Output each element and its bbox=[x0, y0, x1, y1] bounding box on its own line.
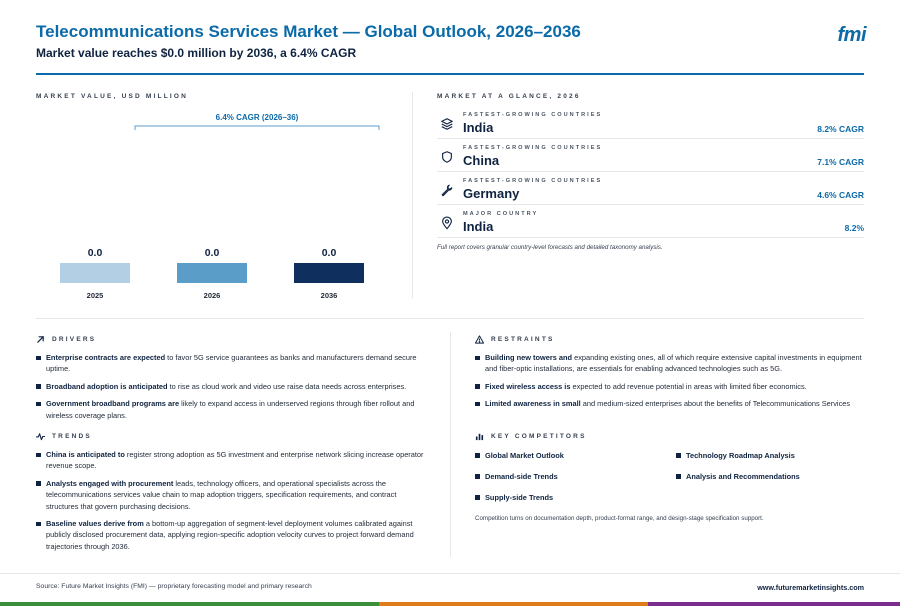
list-item-text: register strong adoption as 5G investment and enterprise network slicing increase operator revenue scope. bbox=[46, 450, 424, 471]
restraints-block bbox=[475, 335, 865, 416]
drivers-label: DRIVERS bbox=[52, 336, 97, 343]
list-item-bold: Enterprise contracts are expected bbox=[46, 353, 166, 362]
fmi-logo[interactable]: fmi bbox=[837, 24, 866, 46]
list-item-text: to rise as cloud work and video use raise data needs across enterprises. bbox=[167, 381, 407, 391]
list-item bbox=[36, 381, 428, 392]
wrench-icon bbox=[440, 183, 454, 197]
list-item bbox=[475, 398, 865, 409]
panel-divider bbox=[412, 92, 413, 298]
pulse-icon bbox=[36, 432, 45, 441]
list-item-bold: Fixed wireless access is bbox=[485, 381, 571, 391]
arrow-up-right-icon bbox=[36, 335, 45, 344]
glance-row-india bbox=[437, 106, 864, 139]
list-item bbox=[36, 449, 428, 472]
competitors-label: KEY COMPETITORS bbox=[491, 433, 587, 440]
list-item bbox=[475, 352, 865, 375]
list-item-bold: Baseline values derive from bbox=[46, 519, 144, 529]
competitors-list bbox=[475, 450, 865, 503]
glance-category: FASTEST-GROWING COUNTRIES bbox=[463, 178, 603, 184]
competitors-block bbox=[475, 432, 865, 522]
glance-section-label: MARKET AT A GLANCE, 2026 bbox=[437, 93, 581, 100]
list-item-text: a bottom-up aggregation of segment-level deployment volumes calibrated against publicly disclosed procurement data, applying region-specific adoption velocity curves to project forward demand trajectories through 2036. bbox=[46, 519, 414, 551]
glance-category: FASTEST-GROWING COUNTRIES bbox=[463, 112, 603, 118]
section-divider bbox=[36, 318, 864, 319]
glance-row-germany bbox=[437, 172, 864, 205]
glance-row-china bbox=[437, 139, 864, 172]
list-item-bold: Government broadband programs are bbox=[46, 399, 180, 409]
map-pin-icon bbox=[440, 216, 454, 230]
glance-country: India bbox=[463, 120, 494, 135]
list-item-bold: Building new towers and bbox=[485, 353, 573, 362]
bar-2036 bbox=[294, 263, 364, 283]
trends-list bbox=[36, 449, 428, 552]
list-item-text: expanding existing ones, all of which require extensive capital investments in equipment and fiber-optic installations, are essentials for enabling advanced technologies such as 5G. bbox=[485, 353, 862, 374]
trends-label: TRENDS bbox=[52, 433, 92, 440]
cagr-bracket bbox=[135, 126, 379, 130]
bottom-divider bbox=[450, 332, 451, 557]
drivers-list bbox=[36, 352, 428, 421]
glance-row-major-country bbox=[437, 205, 864, 238]
list-item bbox=[475, 381, 865, 392]
trends-block bbox=[36, 432, 428, 558]
competitors-note: Competition turns on documentation depth, product-format range, and design-stage specification support. bbox=[475, 515, 764, 522]
color-strip bbox=[0, 602, 900, 606]
glance-country: China bbox=[463, 153, 500, 168]
drivers-block bbox=[36, 335, 428, 427]
glance-value: 8.2% CAGR bbox=[817, 124, 864, 134]
footer-rule bbox=[0, 573, 900, 574]
list-item-bold: Analysts engaged with procurement bbox=[46, 478, 174, 488]
header-rule bbox=[36, 73, 864, 75]
restraints-label: RESTRAINTS bbox=[491, 336, 555, 343]
shield-icon bbox=[440, 150, 454, 164]
list-item bbox=[36, 478, 428, 512]
competitor-item: Global Market Outlook bbox=[475, 450, 676, 461]
restraints-list bbox=[475, 352, 865, 410]
bar-value-label: 0.0 bbox=[321, 247, 337, 259]
competitor-item: Supply-side Trends bbox=[475, 492, 676, 503]
x-tick-label: 2025 bbox=[86, 291, 104, 300]
list-item-bold: Broadband adoption is anticipated bbox=[46, 381, 168, 391]
glance-category: MAJOR COUNTRY bbox=[463, 211, 539, 217]
list-item bbox=[36, 352, 428, 375]
glance-country: India bbox=[463, 219, 494, 234]
glance-value: 7.1% CAGR bbox=[817, 157, 864, 167]
list-item bbox=[36, 518, 428, 552]
glance-list bbox=[437, 106, 864, 238]
list-item-text: expected to add revenue potential in areas with limited fiber economics. bbox=[570, 381, 807, 391]
list-item bbox=[36, 398, 428, 421]
chart-section-label: MARKET VALUE, USD MILLION bbox=[36, 93, 189, 100]
x-tick-label: 2026 bbox=[203, 291, 221, 300]
glance-country: Germany bbox=[463, 186, 520, 201]
warning-icon bbox=[475, 335, 484, 344]
cagr-annotation: 6.4% CAGR (2026–36) bbox=[215, 113, 299, 122]
page-subtitle: Market value reaches $0.0 million by 2036, a 6.4% CAGR bbox=[36, 46, 357, 60]
color-strip-purple bbox=[648, 602, 900, 606]
bar-chart-icon bbox=[475, 432, 484, 441]
list-item-bold: Limited awareness in small bbox=[485, 399, 581, 409]
bar-2026 bbox=[177, 263, 247, 283]
bar-value-label: 0.0 bbox=[87, 247, 103, 259]
list-item-text: to favor 5G service guarantees as banks and manufacturers demand secure uptime. bbox=[46, 353, 417, 374]
layers-icon bbox=[440, 117, 454, 131]
bar-2025 bbox=[60, 263, 130, 283]
list-item-text: leads, technology officers, and operational specialists across the telecommunications services value chain to map adoption triggers, specification requirements, and contract structures that govern purchasing decisions. bbox=[46, 478, 397, 511]
glance-category: FASTEST-GROWING COUNTRIES bbox=[463, 145, 603, 151]
list-item-text: and medium-sized enterprises about the benefits of Telecommunications Services bbox=[580, 399, 851, 409]
competitor-item: Analysis and Recommendations bbox=[676, 471, 866, 482]
glance-value: 4.6% CAGR bbox=[817, 190, 864, 200]
bar-value-label: 0.0 bbox=[204, 247, 220, 259]
footer-source: Source: Future Market Insights (FMI) — proprietary forecasting model and primary research bbox=[36, 583, 312, 590]
competitor-item: Technology Roadmap Analysis bbox=[676, 450, 866, 461]
x-tick-label: 2036 bbox=[320, 291, 338, 300]
list-item-bold: China is anticipated to bbox=[46, 450, 125, 459]
color-strip-green bbox=[0, 602, 379, 606]
page-title: Telecommunications Services Market — Global Outlook, 2026–2036 bbox=[36, 22, 581, 41]
list-item-text: likely to expand access in underserved regions through fiber rollout and wireless coverage plans. bbox=[46, 399, 415, 420]
competitor-item: Demand-side Trends bbox=[475, 471, 676, 482]
color-strip-orange bbox=[379, 602, 648, 606]
glance-note: Full report covers granular country-level forecasts and detailed taxonomy analysis. bbox=[437, 244, 663, 251]
glance-value: 8.2% bbox=[844, 223, 864, 233]
market-value-chart bbox=[36, 106, 396, 306]
footer-url[interactable]: www.futuremarketinsights.com bbox=[757, 583, 864, 592]
